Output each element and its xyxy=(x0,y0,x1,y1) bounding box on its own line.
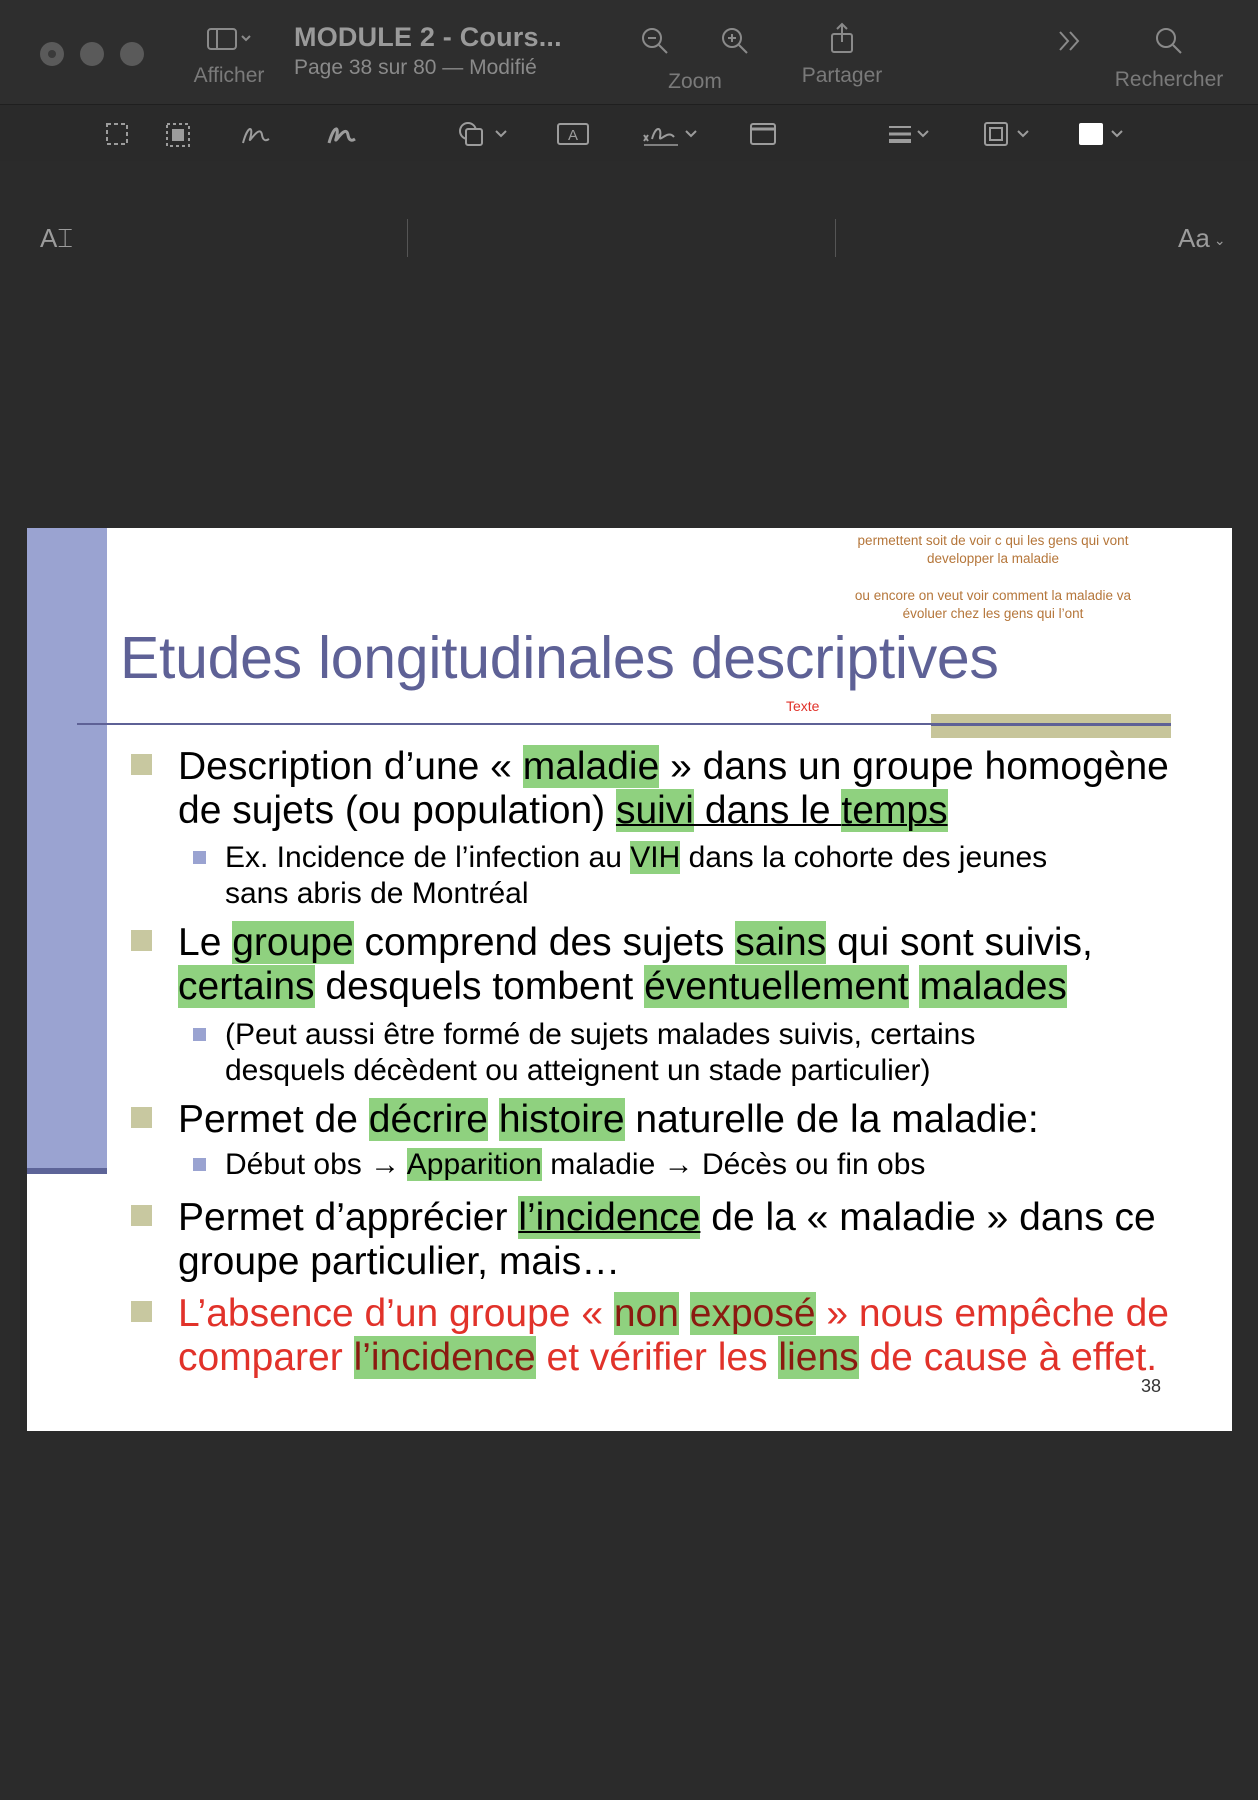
highlight-sains[interactable]: sains xyxy=(735,921,827,964)
highlight-incidence-2[interactable]: l’incidence xyxy=(353,1336,536,1379)
bullet-5-line-2 xyxy=(178,1336,1157,1380)
rect-selection-icon xyxy=(104,121,130,147)
smart-lasso-tool[interactable] xyxy=(164,121,192,157)
share-icon xyxy=(790,22,894,60)
highlight-malades[interactable]: malades xyxy=(919,965,1067,1008)
smart-lasso-icon xyxy=(164,121,192,149)
bullet-2-line-2 xyxy=(178,965,1067,1009)
annotation-note-2-line-1: ou encore on veut voir comment la maladie va xyxy=(854,588,1132,603)
text-style-tool[interactable] xyxy=(1178,221,1226,257)
line-style-icon xyxy=(886,121,936,147)
text-run: L’absence d’un groupe « xyxy=(178,1292,614,1335)
draw-icon xyxy=(326,119,358,149)
highlight-apparition[interactable]: Apparition xyxy=(406,1148,542,1181)
fill-color-tool[interactable] xyxy=(1076,121,1132,155)
annotation-note-2[interactable] xyxy=(823,587,1163,623)
text-run: Permet d’apprécier xyxy=(178,1196,519,1239)
markup-toolbar xyxy=(0,104,1258,253)
bullet-square-icon xyxy=(131,1107,152,1128)
highlight-certains[interactable]: certains xyxy=(178,965,315,1008)
text-box-icon xyxy=(556,121,590,147)
rechercher-label: Rechercher xyxy=(1114,68,1224,91)
afficher-button[interactable] xyxy=(186,26,272,88)
zoom-label-area xyxy=(650,70,740,94)
text-run: de cause à effet. xyxy=(858,1336,1158,1379)
text-run: desquels tombent xyxy=(314,965,645,1008)
text-run: de sujets (ou population) xyxy=(178,789,616,832)
text-run: qui sont suivis, xyxy=(826,921,1093,964)
rechercher-button[interactable] xyxy=(1104,26,1234,92)
text-run: Description d’une « xyxy=(178,745,523,788)
border-color-icon xyxy=(982,121,1038,147)
text-run xyxy=(488,1098,499,1141)
zoom-in-button[interactable] xyxy=(720,26,750,62)
text-run: de la « maladie » dans ce xyxy=(700,1196,1156,1239)
partager-label: Partager xyxy=(801,64,883,87)
shapes-icon xyxy=(456,119,512,149)
bullet-4-line-2: groupe particulier, mais… xyxy=(178,1240,621,1283)
highlight-decrire[interactable]: décrire xyxy=(368,1098,488,1141)
highlight-expose[interactable]: exposé xyxy=(689,1292,816,1335)
highlight-histoire[interactable]: histoire xyxy=(498,1098,625,1141)
annotation-note-1-line-2: developper la maladie xyxy=(926,551,1060,566)
highlight-maladie[interactable]: maladie xyxy=(522,745,660,788)
text-run: naturelle de la maladie: xyxy=(624,1098,1039,1141)
text-run: comprend des sujets xyxy=(353,921,736,964)
toolbar-separator xyxy=(407,219,408,257)
text-run xyxy=(909,965,920,1008)
sketch-icon xyxy=(240,119,272,149)
double-chevron-icon xyxy=(1055,26,1085,62)
text-run: dans la cohorte des jeunes xyxy=(680,841,1048,874)
text-selection-tool[interactable] xyxy=(40,221,73,255)
draw-tool[interactable] xyxy=(326,119,358,157)
slide-title: Etudes longitudinales descriptives xyxy=(120,625,999,691)
annotation-note-1-line-1: permettent soit de voir c qui les gens qui vont xyxy=(857,533,1129,548)
bullet-3-line-1 xyxy=(178,1098,1039,1142)
document-subtitle: Page 38 sur 80 — Modifié xyxy=(294,56,537,79)
zoom-out-button[interactable] xyxy=(640,26,670,62)
bullet-2-sub-line-2: desquels décèdent ou atteignent un stade particulier) xyxy=(225,1054,931,1087)
highlight-eventuellement[interactable]: éventuellement xyxy=(644,965,909,1008)
text-style-label: Aa xyxy=(1178,223,1210,253)
bullet-1-line-2 xyxy=(178,789,948,833)
window-close-button[interactable] xyxy=(40,42,64,66)
line-style-tool[interactable] xyxy=(886,121,936,155)
shapes-tool[interactable] xyxy=(456,119,512,157)
bullet-4-line-1 xyxy=(178,1196,1156,1240)
highlight-vih[interactable]: VIH xyxy=(630,841,681,874)
border-color-tool[interactable] xyxy=(982,121,1038,155)
zoom-in-icon xyxy=(720,26,750,62)
highlight-liens[interactable]: liens xyxy=(778,1336,859,1379)
highlight-suivi[interactable]: suivi xyxy=(615,789,694,832)
bullet-2-line-1 xyxy=(178,921,1093,965)
afficher-label: Afficher xyxy=(193,64,265,87)
title-rule-accent xyxy=(931,714,1171,738)
highlight-temps[interactable]: temps xyxy=(841,789,948,832)
bullet-square-icon xyxy=(131,930,152,951)
text-run xyxy=(679,1292,690,1335)
text-run: » nous empêche de xyxy=(815,1292,1169,1335)
text-run: » dans un groupe homogène xyxy=(659,745,1169,788)
toolbar xyxy=(0,0,1258,253)
sub-bullet-square-icon xyxy=(193,851,206,864)
window-zoom-button[interactable] xyxy=(120,42,144,66)
bullet-1-sub-line-1 xyxy=(225,840,1047,876)
toolbar-separator xyxy=(835,219,836,257)
document-title[interactable]: MODULE 2 - Cours... xyxy=(294,22,562,52)
partager-button[interactable] xyxy=(790,22,894,88)
highlight-groupe[interactable]: groupe xyxy=(232,921,354,964)
text-run: Ex. Incidence de l’infection au xyxy=(225,841,631,874)
slide-side-bar xyxy=(27,528,107,1168)
text-run: comparer xyxy=(178,1336,354,1379)
fill-color-icon xyxy=(1076,121,1132,147)
bullet-2-sub-line-1: (Peut aussi être formé de sujets malades suivis, certains xyxy=(225,1018,976,1051)
text-box-tool[interactable] xyxy=(556,121,590,155)
sketch-tool[interactable] xyxy=(240,119,272,157)
more-button[interactable] xyxy=(1055,26,1085,62)
signature-icon xyxy=(640,119,702,149)
text-run: Le xyxy=(178,921,233,964)
annotation-note-1[interactable] xyxy=(823,532,1163,568)
bullet-3-sub-line-1 xyxy=(225,1147,925,1183)
annotation-note-2-line-2: évoluer chez les gens qui l’ont xyxy=(902,606,1084,621)
underlined-text: dans le xyxy=(693,789,842,832)
toolbar-top-row xyxy=(0,0,1258,104)
sidebar-icon xyxy=(186,26,272,58)
text-run: et vérifier les xyxy=(535,1336,779,1379)
sub-bullet-square-icon xyxy=(193,1158,206,1171)
search-icon xyxy=(1104,26,1234,62)
signature-tool[interactable] xyxy=(640,119,702,157)
highlight-non[interactable]: non xyxy=(613,1292,679,1335)
svg-text:A: A xyxy=(567,127,579,144)
slide-side-bar-edge xyxy=(27,1168,107,1174)
text-cursor-icon: A⌶ xyxy=(40,223,73,253)
highlight-incidence[interactable]: l’incidence xyxy=(518,1196,701,1239)
bullet-5-line-1 xyxy=(178,1292,1169,1336)
bullet-square-icon xyxy=(131,754,152,775)
bullet-square-icon xyxy=(131,1301,152,1322)
text-annotation-label[interactable]: Texte xyxy=(786,698,820,714)
text-run: Permet de xyxy=(178,1098,369,1141)
rect-selection-tool[interactable] xyxy=(104,121,130,155)
window-minimize-button[interactable] xyxy=(80,42,104,66)
text-run: maladie → Décès ou fin obs xyxy=(541,1148,926,1181)
zoom-out-icon xyxy=(640,26,670,62)
bullet-square-icon xyxy=(131,1205,152,1226)
bullet-1-line-1 xyxy=(178,745,1169,789)
zoom-label: Zoom xyxy=(668,70,722,93)
slide-page-number: 38 xyxy=(1141,1376,1162,1396)
window-icon xyxy=(748,121,778,147)
title-rule-accent-line xyxy=(931,724,1171,726)
text-run: Début obs → xyxy=(225,1148,407,1181)
sub-bullet-square-icon xyxy=(193,1028,206,1041)
page-tool[interactable] xyxy=(748,121,778,155)
chevron-down-icon: ⌄ xyxy=(1213,232,1226,249)
pdf-page xyxy=(27,528,1232,1431)
bullet-1-sub-line-2: sans abris de Montréal xyxy=(225,877,529,910)
